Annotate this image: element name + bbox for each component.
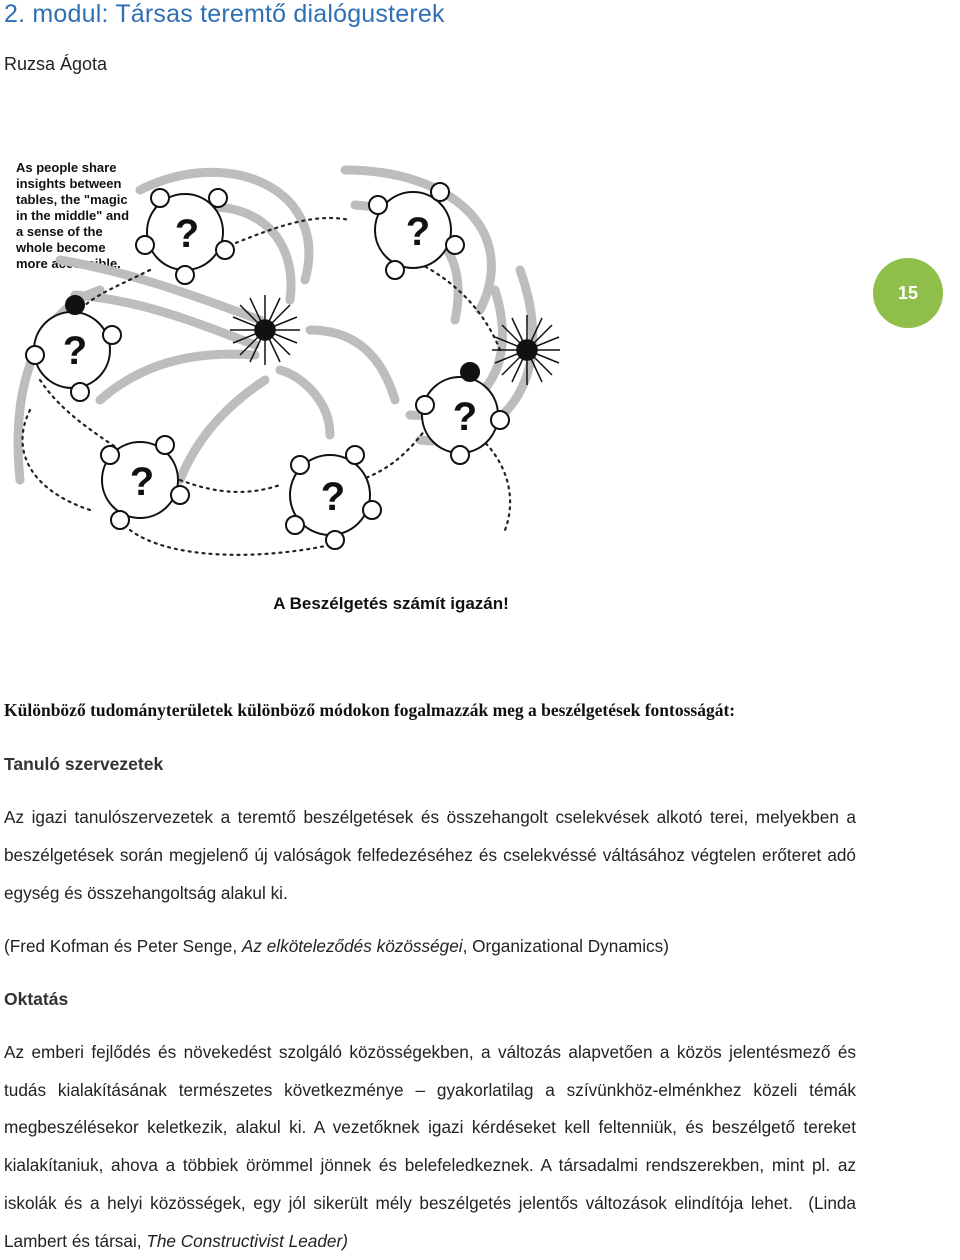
module-title: 2. modul: Társas teremtő dialógusterek: [4, 0, 445, 28]
inset-line: As people share: [16, 160, 117, 175]
world-cafe-illustration: [0, 150, 560, 565]
citation-work-title: Az elköteleződés közösségei: [241, 936, 463, 956]
citation-suffix: , Organizational Dynamics): [462, 936, 669, 956]
citation-suffix: ): [342, 1230, 348, 1251]
inset-line: whole become: [16, 240, 106, 255]
inset-line: tables, the "magic: [16, 192, 128, 207]
inset-line: a sense of the: [16, 224, 103, 239]
page-number-badge: 15: [873, 258, 943, 328]
heading-learning-organizations: Tanuló szervezetek: [4, 754, 164, 774]
table-5: [101, 436, 189, 529]
question-mark: ?: [62, 329, 88, 373]
question-mark: ?: [452, 395, 478, 439]
intro-lead: Különböző tudományterületek különböző módokon fogalmazzák meg a beszélgetések fontosságát:: [4, 700, 736, 720]
paragraph-education: [4, 1034, 856, 1260]
citation-prefix: (Linda Lambert és társai,: [4, 1192, 856, 1251]
inset-line: in the middle" and: [16, 208, 130, 223]
inset-line: more accessible.: [16, 256, 121, 271]
table-6: [286, 446, 381, 549]
starburst-left: [230, 295, 300, 365]
citation-learning-organizations: [4, 936, 669, 957]
question-mark: ?: [405, 210, 431, 254]
question-mark: ?: [174, 212, 200, 256]
question-mark: ?: [129, 460, 155, 504]
citation-prefix: (Fred Kofman és Peter Senge,: [4, 936, 242, 956]
svg-text:As people share insights b: [15, 160, 133, 271]
author-name: Ruzsa Ágota: [4, 54, 108, 74]
table-3: [26, 296, 121, 401]
paragraph-education-text: Az emberi fejlődés és növekedést szolgáló közösségekben, a változás alapvetően a közös jelentésmező és tudás kialakításának természetes következménye – gyakorlatilag a szívünkhöz-elménkhez közeli témák megbeszélésekor keletkezik, alakul ki. A vezetőknek igazi kérdéseket kell feltenniük, és beszélgető tereket kialakítaniuk, ahova a többiek örömmel jönnek és belefeledkeznek. A társadalmi rendszerekben, mint pl. az iskolák és a helyi közösségek, egy jól sikerült mély beszélgetés jelentős változások elindítója lehet.: [4, 1042, 856, 1213]
inset-line: insights between: [16, 176, 122, 191]
paragraph-learning-organizations: Az igazi tanulószervezetek a teremtő beszélgetések és összehangolt cselekvések alkotó terei, melyekben a beszélgetések során megjelenő új valóságok felfedezéséhez és cselekvéssé váltásához végtelen erőteret adó egység és összehangoltság alakul ki.: [4, 807, 856, 903]
figure-title: A Beszélgetés számít igazán!: [273, 594, 509, 613]
heading-education: Oktatás: [4, 989, 69, 1009]
question-mark: ?: [320, 475, 346, 519]
citation-work-title: The Constructivist Leader: [146, 1230, 343, 1251]
